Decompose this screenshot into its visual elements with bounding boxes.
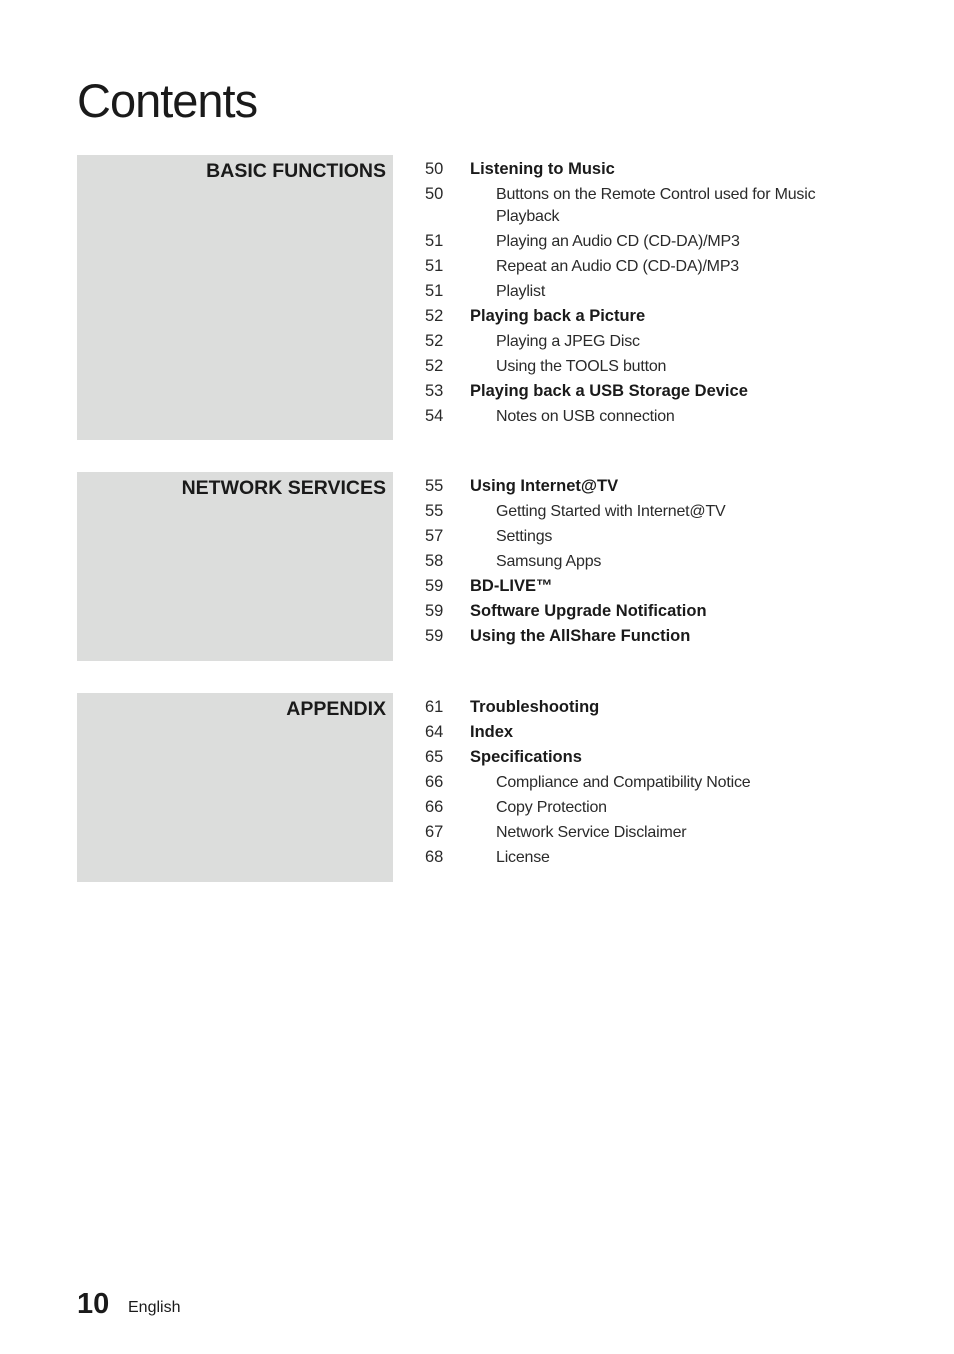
page-title: Contents bbox=[77, 74, 258, 127]
toc-entry-title: Repeat an Audio CD (CD-DA)/MP3 bbox=[496, 257, 739, 275]
toc-entry-title: Playing an Audio CD (CD-DA)/MP3 bbox=[496, 232, 740, 250]
toc-entry-page-number: 59 bbox=[425, 602, 444, 620]
section-heading: BASIC FUNCTIONS bbox=[206, 160, 386, 182]
footer-language: English bbox=[128, 1299, 181, 1316]
toc-entry-page-number: 55 bbox=[425, 502, 444, 520]
toc-entry[interactable] bbox=[414, 157, 834, 182]
toc-entry-title: Playing back a Picture bbox=[470, 307, 646, 325]
toc-entry[interactable] bbox=[414, 182, 834, 229]
toc-entry-page-number: 52 bbox=[425, 357, 444, 375]
toc-entry-title: Using Internet@TV bbox=[470, 477, 619, 495]
toc-entry[interactable] bbox=[414, 524, 834, 549]
toc-entry-page-number: 55 bbox=[425, 477, 444, 495]
section-background bbox=[77, 472, 393, 661]
toc-entry[interactable] bbox=[414, 254, 834, 279]
toc-entry[interactable] bbox=[414, 549, 834, 574]
toc-entry[interactable] bbox=[414, 720, 834, 745]
toc-entry-page-number: 57 bbox=[425, 527, 444, 545]
toc-entry-title: Playlist bbox=[496, 282, 546, 300]
toc-entry-title: Notes on USB connection bbox=[496, 407, 675, 425]
toc-entry-page-number: 64 bbox=[425, 723, 444, 741]
toc-entry-title: Listening to Music bbox=[470, 160, 615, 178]
toc-entry-title: Samsung Apps bbox=[496, 552, 602, 570]
toc-entry[interactable] bbox=[414, 770, 834, 795]
toc-entry-title: Compliance and Compatibility Notice bbox=[496, 773, 751, 791]
toc-entry-title: Software Upgrade Notification bbox=[470, 602, 707, 620]
toc-entry-title: License bbox=[496, 848, 550, 866]
toc-entry-title: Troubleshooting bbox=[470, 698, 600, 716]
toc-entry[interactable] bbox=[414, 379, 834, 404]
toc-entry[interactable] bbox=[414, 624, 834, 649]
toc-entry[interactable] bbox=[414, 229, 834, 254]
toc-entry[interactable] bbox=[414, 354, 834, 379]
toc-entry[interactable] bbox=[414, 404, 834, 429]
toc-entry-page-number: 52 bbox=[425, 307, 444, 325]
toc-entry-page-number: 50 bbox=[425, 185, 444, 203]
toc-entry[interactable] bbox=[414, 599, 834, 624]
section-heading: NETWORK SERVICES bbox=[181, 477, 386, 499]
toc-entry-page-number: 53 bbox=[425, 382, 444, 400]
toc-entry-list bbox=[414, 695, 834, 870]
toc-entry-page-number: 58 bbox=[425, 552, 444, 570]
toc-entry-title: Specifications bbox=[470, 748, 582, 766]
toc-entry[interactable] bbox=[414, 574, 834, 599]
toc-entry[interactable] bbox=[414, 745, 834, 770]
toc-entry[interactable] bbox=[414, 279, 834, 304]
toc-entry-page-number: 51 bbox=[425, 282, 444, 300]
toc-entry-page-number: 66 bbox=[425, 798, 444, 816]
toc-entry-title: Copy Protection bbox=[496, 798, 607, 816]
toc-entry-title: Buttons on the Remote Control used for Music Playback bbox=[496, 185, 816, 225]
toc-entry[interactable] bbox=[414, 329, 834, 354]
toc-entry-title: BD-LIVE™ bbox=[470, 577, 553, 595]
toc-entry-page-number: 59 bbox=[425, 577, 444, 595]
toc-entry-page-number: 52 bbox=[425, 332, 444, 350]
toc-entry[interactable] bbox=[414, 499, 834, 524]
toc-entry[interactable] bbox=[414, 845, 834, 870]
toc-entry-title: Using the AllShare Function bbox=[470, 627, 691, 645]
toc-entry-title: Settings bbox=[496, 527, 553, 545]
toc-entry-title: Using the TOOLS button bbox=[496, 357, 667, 375]
toc-entry-page-number: 59 bbox=[425, 627, 444, 645]
toc-entry-page-number: 68 bbox=[425, 848, 444, 866]
toc-entry-title: Network Service Disclaimer bbox=[496, 823, 687, 841]
toc-entry-title: Playing back a USB Storage Device bbox=[470, 382, 748, 400]
toc-entry[interactable] bbox=[414, 474, 834, 499]
toc-entry-page-number: 51 bbox=[425, 232, 444, 250]
toc-entry-title: Getting Started with Internet@TV bbox=[496, 502, 726, 520]
toc-entry-list bbox=[414, 157, 834, 429]
section-heading: APPENDIX bbox=[286, 698, 386, 720]
toc-entry-page-number: 51 bbox=[425, 257, 444, 275]
section-background bbox=[77, 155, 393, 440]
toc-entry-title: Playing a JPEG Disc bbox=[496, 332, 640, 350]
toc-entry[interactable] bbox=[414, 795, 834, 820]
toc-entry-page-number: 61 bbox=[425, 698, 444, 716]
toc-entry-title: Index bbox=[470, 723, 514, 741]
toc-entry-page-number: 67 bbox=[425, 823, 444, 841]
footer-page-number: 10 bbox=[77, 1288, 110, 1320]
toc-entry-page-number: 54 bbox=[425, 407, 444, 425]
toc-entry[interactable] bbox=[414, 695, 834, 720]
toc-entry-list bbox=[414, 474, 834, 649]
toc-entry-page-number: 66 bbox=[425, 773, 444, 791]
toc-entry[interactable] bbox=[414, 304, 834, 329]
toc-entry[interactable] bbox=[414, 820, 834, 845]
toc-entry-page-number: 65 bbox=[425, 748, 444, 766]
section-background bbox=[77, 693, 393, 882]
toc-entry-page-number: 50 bbox=[425, 160, 444, 178]
